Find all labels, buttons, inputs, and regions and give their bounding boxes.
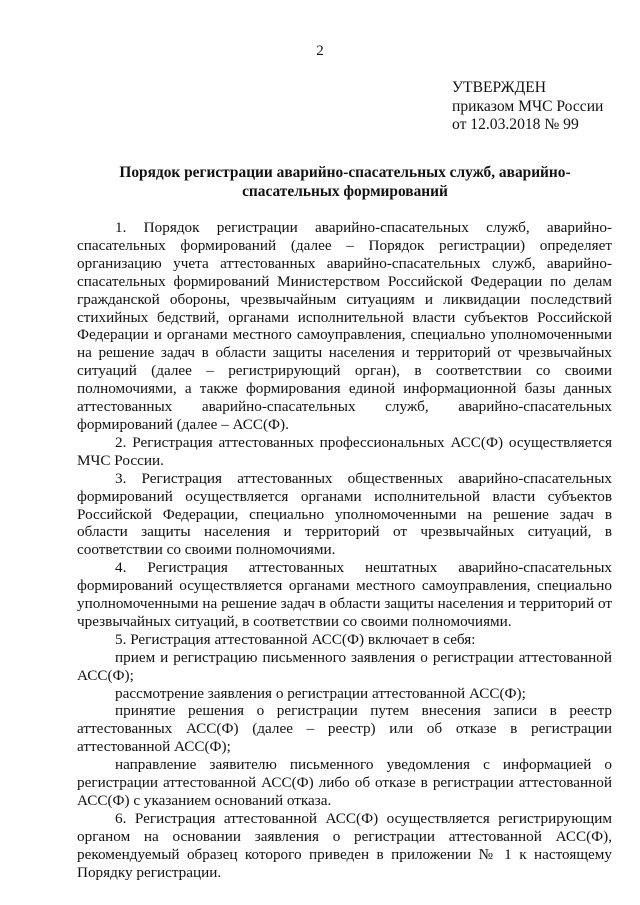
paragraph-5-item-4: направление заявителю письменного уведомления с информацией о регистрации аттестованной АСС(Ф) либо об отказе в регистрации аттестованной АСС(Ф) с указанием оснований отказа.: [77, 756, 612, 809]
paragraph-3: 3. Регистрация аттестованных общественных аварийно-спасательных формирований осуществляется органами исполнительной власти субъектов Российской Федерации, специально уполномоченными на решение задач в области защиты населения и территорий от чрезвычайных ситуаций, в соответствии со своими полномочиями.: [77, 469, 612, 559]
page-number: 2: [316, 43, 324, 59]
paragraph-1: 1. Порядок регистрации аварийно-спасательных служб, аварийно-спасательных формирований (далее – Порядок регистрации) определяет организацию учета аттестованных аварийно-спасательных служб, аварийно-спасательных формирований Министерством Российской Федерации по делам гражданской обороны, чрезвычайным ситуациям и ликвидации последствий стихийных бедствий, органами исполнительной власти субъектов Российской Федерации и органами местного самоуправления, специально уполномоченными на решение задач в области защиты населения и территорий от чрезвычайных ситуаций (далее – регистрирующий орган), в соответствии со своими полномочиями, а также формирования единой информационной базы данных аттестованных аварийно-спасательных служб, аварийно-спасательных формирований (далее – АСС(Ф).: [77, 219, 612, 433]
paragraph-5-item-3: принятие решения о регистрации путем внесения записи в реестр аттестованных АСС(Ф) (далее – реестр) или об отказе в регистрации аттестованной АСС(Ф);: [77, 702, 612, 756]
paragraph-4: 4. Регистрация аттестованных нештатных аварийно-спасательных формирований осуществляется органами местного самоуправления, специально уполномоченными на решение задач в области защиты населения и территорий от чрезвычайных ситуаций, в соответствии со своими полномочиями.: [77, 559, 612, 630]
document-body: [77, 219, 612, 882]
approval-order: приказом МЧС России: [452, 97, 604, 115]
paragraph-5-item-2: рассмотрение заявления о регистрации аттестованной АСС(Ф);: [115, 684, 526, 702]
document-title-line-1: Порядок регистрации аварийно-спасательных служб, аварийно-: [119, 164, 571, 181]
paragraph-5-item-1: прием и регистрацию письменного заявления о регистрации аттестованной АСС(Ф);: [77, 648, 612, 684]
paragraph-2: 2. Регистрация аттестованных профессиональных АСС(Ф) осуществляется МЧС России.: [77, 433, 612, 469]
document-title-line-2: спасательных формирований: [242, 182, 448, 200]
approval-date: от 12.03.2018 № 99: [452, 116, 579, 133]
approval-stamp: [452, 79, 632, 135]
approval-heading: УТВЕРЖДЕН: [452, 79, 547, 96]
paragraph-6: 6. Регистрация аттестованной АСС(Ф) осуществляется регистрирующим органом на основании заявления о регистрации аттестованной АСС(Ф), рекомендуемый образец которого приведен в приложении № 1 к настоящему Порядку регистрации.: [77, 809, 612, 881]
document-title: [70, 164, 620, 201]
paragraph-5: 5. Регистрация аттестованной АСС(Ф) включает в себя:: [115, 630, 476, 648]
